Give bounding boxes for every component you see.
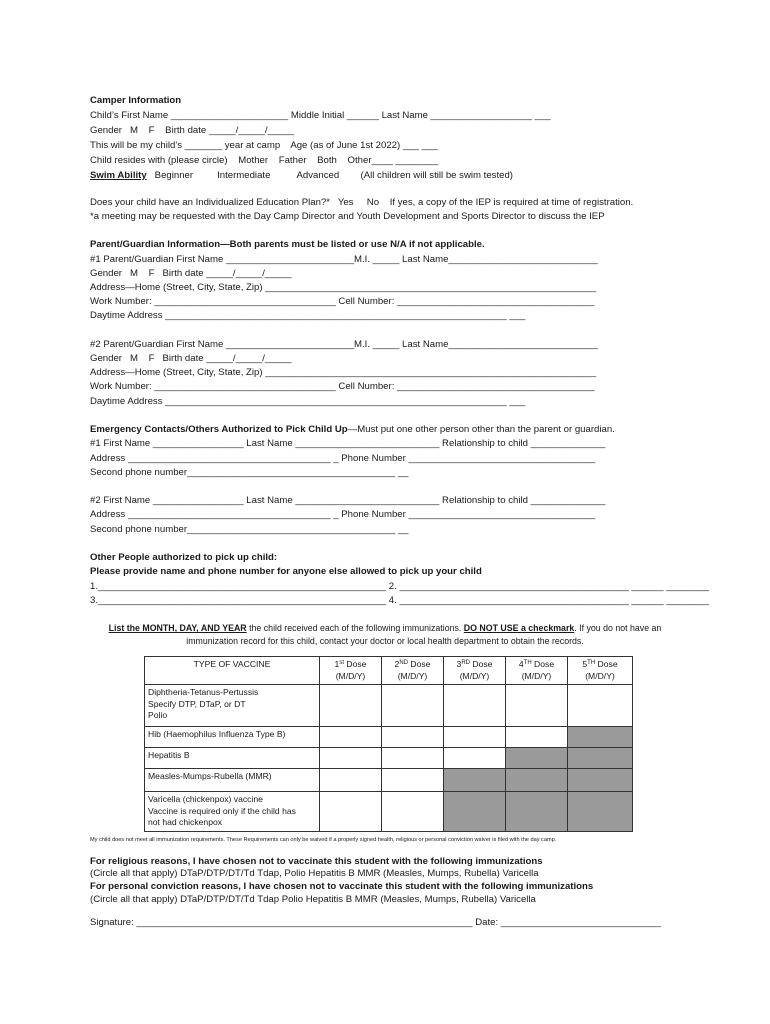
dose-cell[interactable] <box>506 685 568 727</box>
dose-cell[interactable] <box>444 685 506 727</box>
others-subheading: Please provide name and phone number for anyone else allowed to pick up your child <box>90 566 482 577</box>
guardian2-daytime-line: Daytime Address ________________________________________________________________ ___ <box>90 396 526 407</box>
col-dose-4: 4TH Dose (M/D/Y) <box>506 657 568 685</box>
dose-cell[interactable] <box>444 748 506 769</box>
dose-cell-disabled <box>568 748 633 769</box>
table-row <box>145 748 633 769</box>
dose-cell-disabled <box>444 769 506 792</box>
contact1-address-line: Address ______________________________________ _ Phone Number ___________________________________ <box>90 453 596 464</box>
guardian1-phone-line: Work Number: __________________________________ Cell Number: _____________________________________ <box>90 296 595 307</box>
col-dose-2: 2ND Dose (M/D/Y) <box>382 657 444 685</box>
table-row <box>145 792 633 832</box>
religious-waiver-options: (Circle all that apply) DTaP/DTP/DT/Td Tdap, Polio Hepatitis B MMR (Measles, Mumps, Rubella) Varicella <box>90 868 539 879</box>
vaccine-dtp-label: Diphtheria-Tetanus-Pertussis Specify DTP, DTaP, or DT Polio <box>145 685 320 727</box>
table-row <box>145 769 633 792</box>
contact2-address-line: Address ______________________________________ _ Phone Number ___________________________________ <box>90 509 596 520</box>
guardian2-gender-line: Gender M F Birth date _____/_____/_____ <box>90 353 292 364</box>
contact2-name-line: #2 First Name _________________ Last Name ___________________________ Relationship to child ______________ <box>90 495 606 506</box>
personal-waiver-options: (Circle all that apply) DTaP/DTP/DT/Td Tdap Polio Hepatitis B MMR (Measles, Mumps, Rubella) Varicella <box>90 894 536 905</box>
dose-cell-disabled <box>568 727 633 748</box>
swim-ability-options: Beginner Intermediate Advanced (All children will still be swim tested) <box>146 170 513 181</box>
emergency-heading-rest: —Must put one other person other than the parent or guardian. <box>347 424 615 435</box>
table-row <box>145 727 633 748</box>
guardian2-name-line: #2 Parent/Guardian First Name ________________________M.I. _____ Last Name____________________________ <box>90 339 598 350</box>
col-dose-5: 5TH Dose (M/D/Y) <box>568 657 633 685</box>
dose-cell[interactable] <box>320 769 382 792</box>
year-at-camp-line: This will be my child’s _______ year at camp Age (as of June 1st 2022) ___ ___ <box>90 140 438 151</box>
table-header-row <box>145 657 633 685</box>
gender-birthdate-line: Gender M F Birth date _____/_____/_____ <box>90 125 295 136</box>
guardian2-address-line: Address—Home (Street, City, State, Zip) ______________________________________________________________ <box>90 367 597 378</box>
emergency-heading-bold: Emergency Contacts/Others Authorized to Pick Child Up <box>90 424 348 435</box>
immunization-intro-b: the child received each of the following immunizations. <box>246 623 464 633</box>
dose-cell[interactable] <box>444 727 506 748</box>
dose-cell-disabled <box>506 792 568 832</box>
dose-cell-disabled <box>506 769 568 792</box>
immunization-footnote: My child does not meet all immunization requirements. These Requirements can only be waived if a properly signed health, religious or personal conviction waiver is filed with the day camp. <box>90 837 557 843</box>
dose-cell[interactable] <box>568 685 633 727</box>
col-dose-1: 1st Dose (M/D/Y) <box>320 657 382 685</box>
dose-cell[interactable] <box>382 792 444 832</box>
dose-cell[interactable] <box>382 748 444 769</box>
guardian-heading: Parent/Guardian Information—Both parents must be listed or use N/A if not applicable. <box>90 239 485 250</box>
dose-cell[interactable] <box>506 727 568 748</box>
immunization-intro-a: List the MONTH, DAY, AND YEAR <box>108 623 247 633</box>
contact2-phone2-line: Second phone number_______________________________________ __ <box>90 524 409 535</box>
religious-waiver-heading: For religious reasons, I have chosen not to vaccinate this student with the following immunizations <box>90 856 543 867</box>
contact1-name-line: #1 First Name _________________ Last Name ___________________________ Relationship to child ______________ <box>90 438 606 449</box>
vaccine-varicella-label: Varicella (chickenpox) vaccine Vaccine is required only if the child has not had chickenpox <box>145 792 320 832</box>
vaccine-hepb-label: Hepatitis B <box>145 748 320 769</box>
guardian1-name-line: #1 Parent/Guardian First Name ________________________M.I. _____ Last Name____________________________ <box>90 254 598 265</box>
guardian1-address-line: Address—Home (Street, City, State, Zip) ______________________________________________________________ <box>90 282 597 293</box>
dose-cell[interactable] <box>382 685 444 727</box>
vaccine-hib-label: Hib (Haemophilus Influenza Type B) <box>145 727 320 748</box>
dose-cell-disabled <box>444 792 506 832</box>
others-row-1-2: 1.______________________________________________________ 2. ___________________________________________ ______ ________ <box>90 581 709 592</box>
camper-info-heading: Camper Information <box>90 95 182 106</box>
dose-cell[interactable] <box>382 769 444 792</box>
immunization-intro-line2: immunization record for this child, contact your doctor or local health department to obtain the records. <box>186 635 584 646</box>
iep-note: *a meeting may be requested with the Day Camp Director and Youth Development and Sports Director to discuss the IEP <box>90 211 605 222</box>
child-name-line: Child’s First Name ______________________ Middle Initial ______ Last Name ___________________ ___ <box>90 110 551 121</box>
dose-cell[interactable] <box>320 685 382 727</box>
swim-ability-label: Swim Ability <box>90 170 147 181</box>
signature-date-line: Signature: _______________________________________________________________ Date: ______________________________ <box>90 917 661 928</box>
contact1-phone2-line: Second phone number_______________________________________ __ <box>90 467 409 478</box>
dose-cell-disabled <box>568 769 633 792</box>
immunization-instructions <box>90 622 680 647</box>
swim-ability-line <box>90 170 513 183</box>
others-row-3-4: 3.______________________________________________________ 4. ___________________________________________ ______ ________ <box>90 595 709 606</box>
dose-cell[interactable] <box>382 727 444 748</box>
immunization-table <box>144 656 633 832</box>
guardian2-phone-line: Work Number: __________________________________ Cell Number: _____________________________________ <box>90 381 595 392</box>
dose-cell-disabled <box>506 748 568 769</box>
child-resides-line: Child resides with (please circle) Mother Father Both Other____ ________ <box>90 155 439 166</box>
table-row <box>145 685 633 727</box>
immunization-intro-d: . If you do not have an <box>574 623 662 633</box>
personal-waiver-heading: For personal conviction reasons, I have chosen not to vaccinate this student with the following immunizations <box>90 881 594 892</box>
vaccine-mmr-label: Measles-Mumps-Rubella (MMR) <box>145 769 320 792</box>
col-dose-3: 3RD Dose (M/D/Y) <box>444 657 506 685</box>
emergency-heading <box>90 424 615 437</box>
dose-cell[interactable] <box>320 792 382 832</box>
immunization-intro-c: DO NOT USE a checkmark <box>463 623 575 633</box>
dose-cell[interactable] <box>320 748 382 769</box>
dose-cell[interactable] <box>320 727 382 748</box>
iep-question: Does your child have an Individualized Education Plan?* Yes No If yes, a copy of the IEP is required at time of registration. <box>90 197 634 208</box>
dose-cell-disabled <box>568 792 633 832</box>
col-type-of-vaccine: TYPE OF VACCINE <box>145 657 320 685</box>
guardian1-gender-line: Gender M F Birth date _____/_____/_____ <box>90 268 292 279</box>
others-heading: Other People authorized to pick up child: <box>90 552 278 563</box>
guardian1-daytime-line: Daytime Address ________________________________________________________________ ___ <box>90 310 526 321</box>
